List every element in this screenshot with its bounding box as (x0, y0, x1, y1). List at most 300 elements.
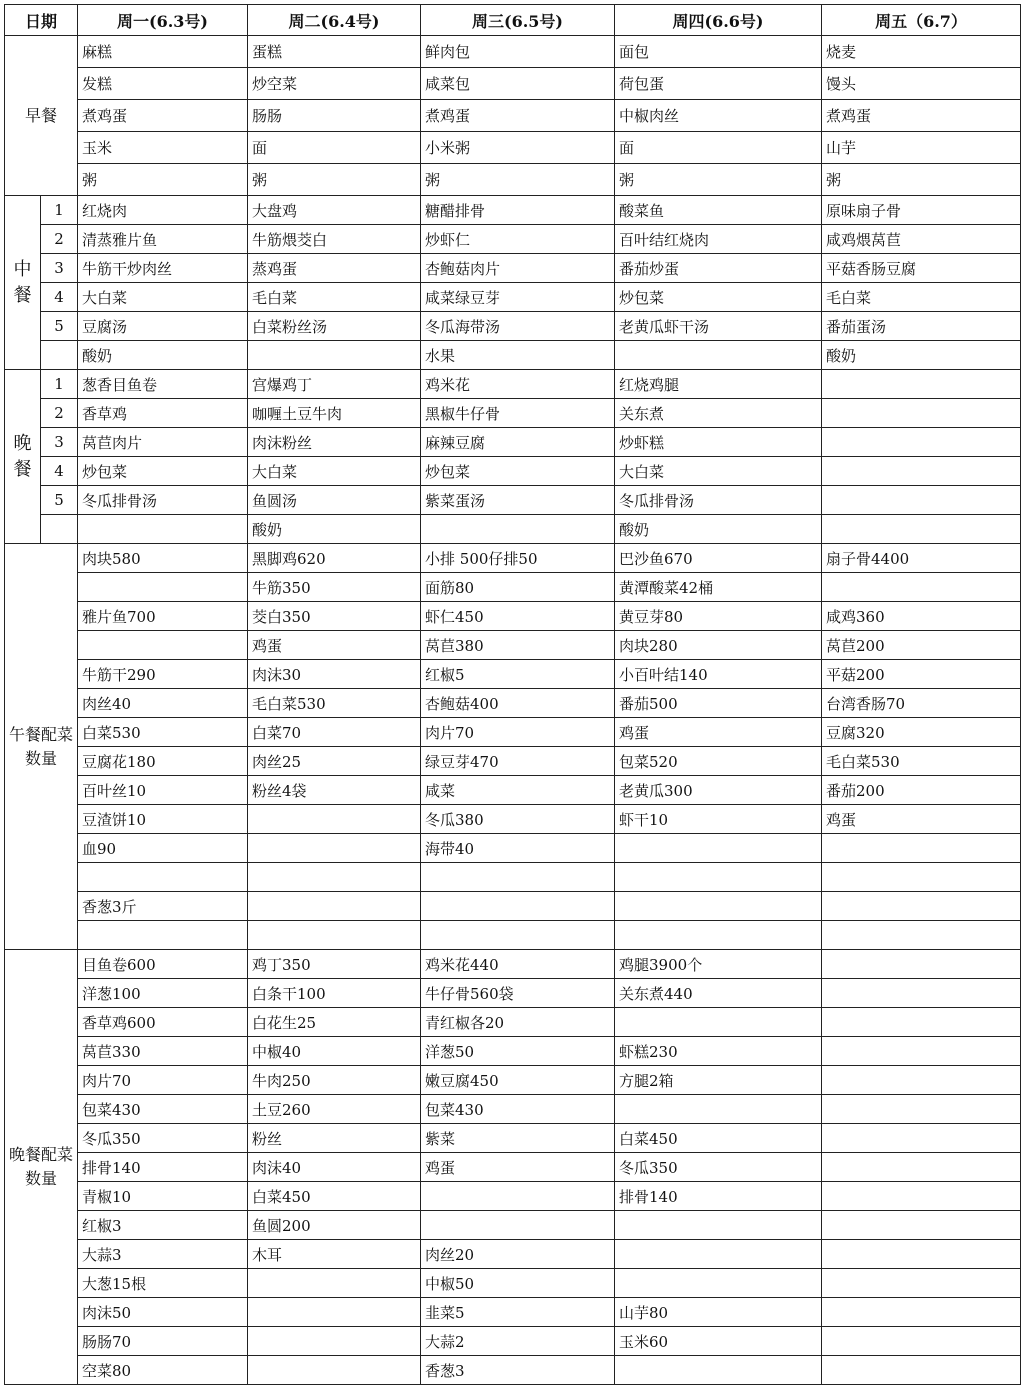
menu-cell: 清蒸雅片鱼 (78, 225, 248, 254)
menu-cell (248, 341, 421, 370)
menu-cell: 冬瓜排骨汤 (78, 486, 248, 515)
day-header: 周四(6.6号) (615, 5, 822, 36)
quantity-cell (421, 892, 615, 921)
quantity-cell (78, 863, 248, 892)
menu-cell: 咸菜包 (421, 68, 615, 100)
menu-cell: 番茄蛋汤 (822, 312, 1021, 341)
menu-cell: 肉沫粉丝 (248, 428, 421, 457)
dish-number (41, 341, 78, 370)
menu-cell: 麻辣豆腐 (421, 428, 615, 457)
lunch-qty-row (5, 921, 1021, 950)
quantity-cell: 肉丝20 (421, 1240, 615, 1269)
quantity-cell: 排骨140 (615, 1182, 822, 1211)
quantity-cell: 大蒜3 (78, 1240, 248, 1269)
dinner-row (5, 428, 1021, 457)
menu-cell: 小米粥 (421, 132, 615, 164)
menu-cell: 老黄瓜虾干汤 (615, 312, 822, 341)
menu-cell: 面包 (615, 36, 822, 68)
quantity-cell (822, 1008, 1021, 1037)
quantity-cell (822, 892, 1021, 921)
quantity-cell (822, 979, 1021, 1008)
quantity-cell (822, 1211, 1021, 1240)
quantity-cell: 番茄500 (615, 689, 822, 718)
menu-cell (822, 486, 1021, 515)
menu-cell: 粥 (822, 164, 1021, 196)
quantity-cell: 茭白350 (248, 602, 421, 631)
menu-cell: 黑椒牛仔骨 (421, 399, 615, 428)
quantity-cell: 牛筋干290 (78, 660, 248, 689)
quantity-cell: 大葱15根 (78, 1269, 248, 1298)
lunch-qty-row (5, 747, 1021, 776)
lunch-row (5, 254, 1021, 283)
quantity-cell (615, 892, 822, 921)
dinner-row (5, 370, 1021, 399)
quantity-cell: 肉沫50 (78, 1298, 248, 1327)
menu-cell: 宫爆鸡丁 (248, 370, 421, 399)
menu-cell: 冬瓜排骨汤 (615, 486, 822, 515)
menu-cell (421, 515, 615, 544)
dish-number: 3 (41, 428, 78, 457)
weekly-menu-table (4, 4, 1021, 1385)
quantity-cell: 紫菜 (421, 1124, 615, 1153)
quantity-cell (248, 892, 421, 921)
quantity-cell (822, 1298, 1021, 1327)
dish-number: 3 (41, 254, 78, 283)
menu-cell: 炒虾仁 (421, 225, 615, 254)
menu-cell: 鸡米花 (421, 370, 615, 399)
quantity-cell: 咸菜 (421, 776, 615, 805)
menu-cell: 发糕 (78, 68, 248, 100)
menu-cell: 煮鸡蛋 (78, 100, 248, 132)
dinner-qty-row (5, 1037, 1021, 1066)
quantity-cell: 黄豆芽80 (615, 602, 822, 631)
quantity-cell: 包菜430 (78, 1095, 248, 1124)
lunch-row (5, 312, 1021, 341)
lunch-qty-row (5, 573, 1021, 602)
dinner-qty-label: 晚餐配菜数量 (5, 950, 78, 1385)
quantity-cell (822, 1037, 1021, 1066)
dinner-qty-row (5, 1124, 1021, 1153)
quantity-cell: 香葱3 (421, 1356, 615, 1385)
quantity-cell: 毛白菜530 (822, 747, 1021, 776)
quantity-cell: 肉片70 (421, 718, 615, 747)
dish-number: 2 (41, 225, 78, 254)
menu-cell: 鲜肉包 (421, 36, 615, 68)
quantity-cell (822, 950, 1021, 979)
quantity-cell (615, 921, 822, 950)
breakfast-label: 早餐 (5, 36, 78, 196)
menu-cell: 大白菜 (78, 283, 248, 312)
lunch-qty-row (5, 834, 1021, 863)
quantity-cell (615, 1008, 822, 1037)
quantity-cell: 牛筋350 (248, 573, 421, 602)
quantity-cell: 空菜80 (78, 1356, 248, 1385)
menu-cell: 番茄炒蛋 (615, 254, 822, 283)
quantity-cell: 黑脚鸡620 (248, 544, 421, 573)
quantity-cell: 白菜70 (248, 718, 421, 747)
menu-cell: 杏鲍菇肉片 (421, 254, 615, 283)
quantity-cell: 肉片70 (78, 1066, 248, 1095)
quantity-cell: 鸡腿3900个 (615, 950, 822, 979)
quantity-cell (822, 1327, 1021, 1356)
quantity-cell (248, 863, 421, 892)
quantity-cell: 莴苣200 (822, 631, 1021, 660)
menu-cell: 咖喱土豆牛肉 (248, 399, 421, 428)
menu-cell: 玉米 (78, 132, 248, 164)
menu-cell: 酸奶 (822, 341, 1021, 370)
menu-cell: 毛白菜 (822, 283, 1021, 312)
menu-cell: 大白菜 (615, 457, 822, 486)
day-header: 周二(6.4号) (248, 5, 421, 36)
quantity-cell: 白菜450 (248, 1182, 421, 1211)
quantity-cell: 黄潭酸菜42桶 (615, 573, 822, 602)
quantity-cell: 鸡丁350 (248, 950, 421, 979)
menu-cell (822, 457, 1021, 486)
quantity-cell: 排骨140 (78, 1153, 248, 1182)
quantity-cell: 杏鲍菇400 (421, 689, 615, 718)
menu-cell (822, 370, 1021, 399)
dinner-qty-row (5, 979, 1021, 1008)
menu-cell: 百叶结红烧肉 (615, 225, 822, 254)
dinner-qty-row (5, 1211, 1021, 1240)
quantity-cell: 白菜450 (615, 1124, 822, 1153)
date-header: 日期 (5, 5, 78, 36)
quantity-cell (78, 631, 248, 660)
quantity-cell: 虾仁450 (421, 602, 615, 631)
day-header: 周三(6.5号) (421, 5, 615, 36)
quantity-cell: 面筋80 (421, 573, 615, 602)
dinner-row (5, 399, 1021, 428)
lunch-qty-label: 午餐配菜数量 (5, 544, 78, 950)
quantity-cell: 老黄瓜300 (615, 776, 822, 805)
breakfast-row (5, 68, 1021, 100)
lunch-qty-row (5, 544, 1021, 573)
menu-cell: 红烧肉 (78, 196, 248, 225)
lunch-row (5, 225, 1021, 254)
quantity-cell: 中椒50 (421, 1269, 615, 1298)
quantity-cell: 肉丝40 (78, 689, 248, 718)
quantity-cell (248, 1356, 421, 1385)
quantity-cell: 鸡米花440 (421, 950, 615, 979)
dish-number: 5 (41, 312, 78, 341)
quantity-cell (615, 1095, 822, 1124)
dish-number: 1 (41, 370, 78, 399)
menu-cell: 酸奶 (615, 515, 822, 544)
quantity-cell: 包菜520 (615, 747, 822, 776)
dish-number (41, 515, 78, 544)
day-header: 周一(6.3号) (78, 5, 248, 36)
quantity-cell (822, 1153, 1021, 1182)
quantity-cell: 粉丝4袋 (248, 776, 421, 805)
menu-cell: 粥 (78, 164, 248, 196)
quantity-cell: 莴苣380 (421, 631, 615, 660)
quantity-cell: 绿豆芽470 (421, 747, 615, 776)
menu-cell: 馒头 (822, 68, 1021, 100)
quantity-cell: 香葱3斤 (78, 892, 248, 921)
menu-cell: 蛋糕 (248, 36, 421, 68)
quantity-cell (78, 921, 248, 950)
quantity-cell: 青椒10 (78, 1182, 248, 1211)
quantity-cell: 木耳 (248, 1240, 421, 1269)
quantity-cell: 白花生25 (248, 1008, 421, 1037)
quantity-cell: 豆腐320 (822, 718, 1021, 747)
quantity-cell: 肉丝25 (248, 747, 421, 776)
menu-cell: 咸菜绿豆芽 (421, 283, 615, 312)
menu-cell (822, 399, 1021, 428)
menu-cell (615, 341, 822, 370)
lunch-row (5, 283, 1021, 312)
quantity-cell (421, 1182, 615, 1211)
quantity-cell: 百叶丝10 (78, 776, 248, 805)
menu-cell: 酸奶 (248, 515, 421, 544)
menu-cell (822, 515, 1021, 544)
menu-cell: 关东煮 (615, 399, 822, 428)
quantity-cell (615, 1269, 822, 1298)
quantity-cell (822, 1066, 1021, 1095)
quantity-cell: 肠肠70 (78, 1327, 248, 1356)
dinner-row (5, 486, 1021, 515)
quantity-cell (248, 1269, 421, 1298)
quantity-cell: 大蒜2 (421, 1327, 615, 1356)
dinner-qty-row (5, 1240, 1021, 1269)
quantity-cell: 虾糕230 (615, 1037, 822, 1066)
quantity-cell: 平菇200 (822, 660, 1021, 689)
menu-cell: 面 (248, 132, 421, 164)
menu-cell: 面 (615, 132, 822, 164)
quantity-cell: 鸡蛋 (421, 1153, 615, 1182)
quantity-cell (822, 1269, 1021, 1298)
lunch-qty-row (5, 689, 1021, 718)
lunch-qty-row (5, 718, 1021, 747)
lunch-row (5, 196, 1021, 225)
menu-cell: 红烧鸡腿 (615, 370, 822, 399)
lunch-qty-row (5, 631, 1021, 660)
menu-cell: 炒空菜 (248, 68, 421, 100)
quantity-cell: 包菜430 (421, 1095, 615, 1124)
quantity-cell: 肉块580 (78, 544, 248, 573)
quantity-cell: 巴沙鱼670 (615, 544, 822, 573)
quantity-cell (822, 1356, 1021, 1385)
quantity-cell: 海带40 (421, 834, 615, 863)
dinner-row (5, 515, 1021, 544)
quantity-cell: 雅片鱼700 (78, 602, 248, 631)
quantity-cell: 方腿2箱 (615, 1066, 822, 1095)
menu-cell: 香草鸡 (78, 399, 248, 428)
menu-cell: 大盘鸡 (248, 196, 421, 225)
menu-cell: 炒虾糕 (615, 428, 822, 457)
dinner-row (5, 457, 1021, 486)
lunch-qty-row (5, 892, 1021, 921)
quantity-cell: 粉丝 (248, 1124, 421, 1153)
menu-cell: 山芋 (822, 132, 1021, 164)
lunch-label: 中餐 (5, 196, 41, 370)
quantity-cell (615, 1240, 822, 1269)
quantity-cell: 冬瓜380 (421, 805, 615, 834)
lunch-qty-row (5, 863, 1021, 892)
quantity-cell (421, 1211, 615, 1240)
quantity-cell: 番茄200 (822, 776, 1021, 805)
quantity-cell (615, 1356, 822, 1385)
quantity-cell: 肉沫30 (248, 660, 421, 689)
menu-cell: 煮鸡蛋 (421, 100, 615, 132)
quantity-cell (615, 1211, 822, 1240)
menu-cell: 紫菜蛋汤 (421, 486, 615, 515)
menu-cell: 牛筋干炒肉丝 (78, 254, 248, 283)
quantity-cell: 虾干10 (615, 805, 822, 834)
menu-cell: 粥 (248, 164, 421, 196)
quantity-cell (822, 573, 1021, 602)
quantity-cell (248, 805, 421, 834)
quantity-cell: 山芋80 (615, 1298, 822, 1327)
quantity-cell (822, 921, 1021, 950)
lunch-qty-row (5, 602, 1021, 631)
quantity-cell: 牛仔骨560袋 (421, 979, 615, 1008)
menu-cell: 粥 (421, 164, 615, 196)
quantity-cell: 青红椒各20 (421, 1008, 615, 1037)
menu-cell: 煮鸡蛋 (822, 100, 1021, 132)
quantity-cell: 鱼圆200 (248, 1211, 421, 1240)
menu-cell: 白菜粉丝汤 (248, 312, 421, 341)
quantity-cell: 血90 (78, 834, 248, 863)
menu-cell: 烧麦 (822, 36, 1021, 68)
quantity-cell: 红椒5 (421, 660, 615, 689)
quantity-cell (615, 863, 822, 892)
menu-cell: 肠肠 (248, 100, 421, 132)
quantity-cell: 鸡蛋 (822, 805, 1021, 834)
menu-cell: 水果 (421, 341, 615, 370)
dish-number: 1 (41, 196, 78, 225)
quantity-cell: 目鱼卷600 (78, 950, 248, 979)
dinner-qty-row (5, 1153, 1021, 1182)
menu-cell: 咸鸡煨莴苣 (822, 225, 1021, 254)
menu-cell: 葱香目鱼卷 (78, 370, 248, 399)
quantity-cell: 嫩豆腐450 (421, 1066, 615, 1095)
quantity-cell: 冬瓜350 (78, 1124, 248, 1153)
quantity-cell: 玉米60 (615, 1327, 822, 1356)
quantity-cell (822, 863, 1021, 892)
quantity-cell: 韭菜5 (421, 1298, 615, 1327)
quantity-cell: 豆渣饼10 (78, 805, 248, 834)
quantity-cell: 洋葱50 (421, 1037, 615, 1066)
quantity-cell: 小百叶结140 (615, 660, 822, 689)
menu-cell: 豆腐汤 (78, 312, 248, 341)
quantity-cell (248, 921, 421, 950)
menu-cell (78, 515, 248, 544)
menu-cell: 原味扇子骨 (822, 196, 1021, 225)
dinner-qty-row (5, 1327, 1021, 1356)
quantity-cell: 洋葱100 (78, 979, 248, 1008)
quantity-cell (78, 573, 248, 602)
menu-cell: 平菇香肠豆腐 (822, 254, 1021, 283)
quantity-cell (822, 1095, 1021, 1124)
menu-cell: 莴苣肉片 (78, 428, 248, 457)
dinner-qty-row (5, 1356, 1021, 1385)
lunch-qty-row (5, 660, 1021, 689)
quantity-cell (248, 1327, 421, 1356)
menu-cell: 炒包菜 (421, 457, 615, 486)
dinner-qty-row (5, 950, 1021, 979)
dinner-qty-row (5, 1008, 1021, 1037)
menu-cell: 炒包菜 (615, 283, 822, 312)
menu-cell: 中椒肉丝 (615, 100, 822, 132)
quantity-cell: 中椒40 (248, 1037, 421, 1066)
quantity-cell: 白条干100 (248, 979, 421, 1008)
menu-cell: 麻糕 (78, 36, 248, 68)
dish-number: 5 (41, 486, 78, 515)
breakfast-row (5, 36, 1021, 68)
quantity-cell: 关东煮440 (615, 979, 822, 1008)
quantity-cell (248, 834, 421, 863)
quantity-cell: 肉沫40 (248, 1153, 421, 1182)
breakfast-row (5, 132, 1021, 164)
day-header: 周五（6.7） (822, 5, 1021, 36)
dish-number: 4 (41, 283, 78, 312)
quantity-cell: 莴苣330 (78, 1037, 248, 1066)
quantity-cell: 鸡蛋 (248, 631, 421, 660)
dinner-qty-row (5, 1298, 1021, 1327)
quantity-cell (822, 1182, 1021, 1211)
quantity-cell: 豆腐花180 (78, 747, 248, 776)
menu-cell: 炒包菜 (78, 457, 248, 486)
quantity-cell: 咸鸡360 (822, 602, 1021, 631)
quantity-cell: 小排 500仔排50 (421, 544, 615, 573)
header-row (5, 5, 1021, 36)
menu-cell: 鱼圆汤 (248, 486, 421, 515)
quantity-cell (822, 1124, 1021, 1153)
dinner-qty-row (5, 1182, 1021, 1211)
lunch-qty-row (5, 776, 1021, 805)
quantity-cell: 土豆260 (248, 1095, 421, 1124)
menu-cell: 粥 (615, 164, 822, 196)
menu-cell: 毛白菜 (248, 283, 421, 312)
quantity-cell (615, 834, 822, 863)
dinner-qty-row (5, 1269, 1021, 1298)
quantity-cell (822, 834, 1021, 863)
lunch-qty-row (5, 805, 1021, 834)
quantity-cell: 香草鸡600 (78, 1008, 248, 1037)
quantity-cell: 红椒3 (78, 1211, 248, 1240)
quantity-cell: 冬瓜350 (615, 1153, 822, 1182)
menu-cell: 大白菜 (248, 457, 421, 486)
breakfast-row (5, 100, 1021, 132)
menu-cell: 牛筋煨茭白 (248, 225, 421, 254)
menu-cell: 冬瓜海带汤 (421, 312, 615, 341)
quantity-cell (421, 863, 615, 892)
breakfast-row (5, 164, 1021, 196)
lunch-row (5, 341, 1021, 370)
dish-number: 2 (41, 399, 78, 428)
menu-cell: 蒸鸡蛋 (248, 254, 421, 283)
dinner-label: 晚餐 (5, 370, 41, 544)
menu-cell (822, 428, 1021, 457)
dinner-qty-row (5, 1066, 1021, 1095)
menu-cell: 糖醋排骨 (421, 196, 615, 225)
quantity-cell: 毛白菜530 (248, 689, 421, 718)
quantity-cell: 肉块280 (615, 631, 822, 660)
menu-cell: 酸奶 (78, 341, 248, 370)
dinner-qty-row (5, 1095, 1021, 1124)
dish-number: 4 (41, 457, 78, 486)
quantity-cell: 白菜530 (78, 718, 248, 747)
quantity-cell: 牛肉250 (248, 1066, 421, 1095)
quantity-cell (822, 1240, 1021, 1269)
quantity-cell (421, 921, 615, 950)
menu-cell: 荷包蛋 (615, 68, 822, 100)
quantity-cell: 扇子骨4400 (822, 544, 1021, 573)
quantity-cell: 台湾香肠70 (822, 689, 1021, 718)
quantity-cell: 鸡蛋 (615, 718, 822, 747)
menu-cell: 酸菜鱼 (615, 196, 822, 225)
